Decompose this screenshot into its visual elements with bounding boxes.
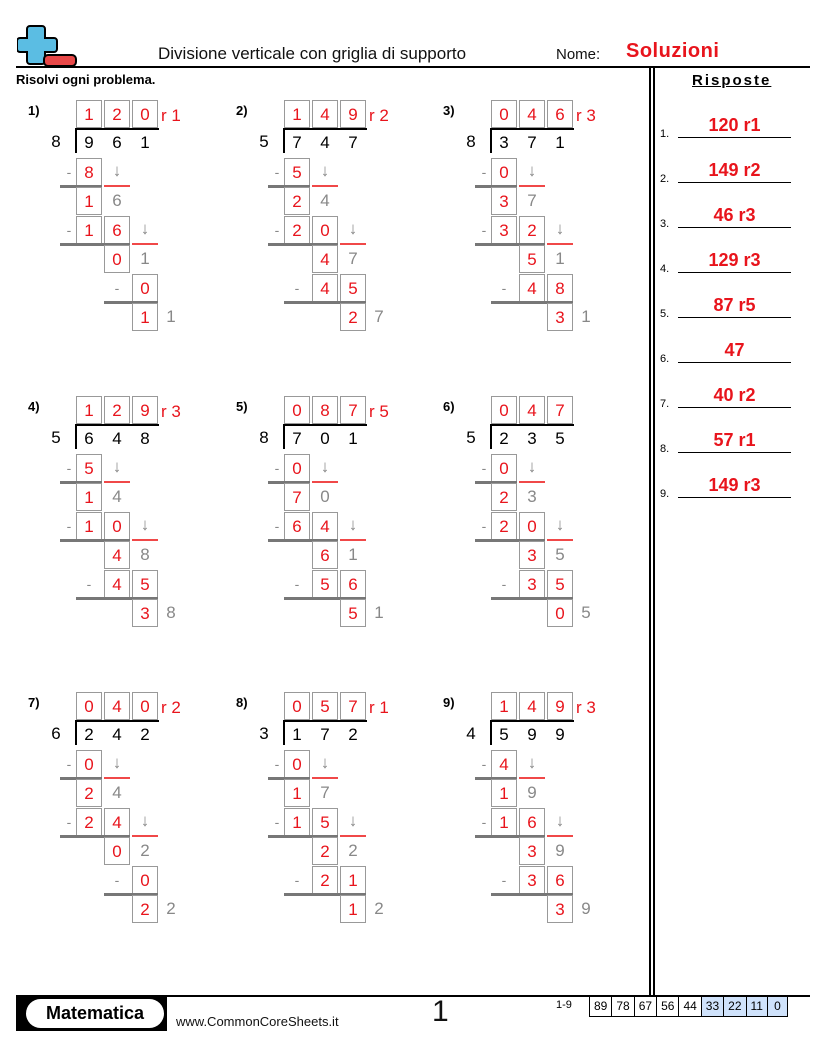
quotient-box[interactable]: 1	[76, 396, 102, 424]
division-problem	[228, 100, 428, 340]
brought-down-digit: 0	[320, 487, 330, 506]
difference-box[interactable]: 3	[519, 837, 545, 865]
bring-down-arrow-icon: ↓	[112, 161, 122, 180]
dividend-digit: 0	[320, 429, 330, 448]
subtract-box[interactable]: 1	[76, 216, 102, 244]
minus-sign: -	[294, 872, 300, 888]
score-cell: 0	[768, 997, 788, 1016]
quotient-box[interactable]: 4	[519, 396, 545, 424]
brand-label: Matematica	[26, 999, 164, 1028]
dividend-digit: 2	[84, 725, 94, 744]
subtract-box[interactable]: 0	[491, 454, 517, 482]
reference-digit: 1	[581, 307, 591, 326]
subtract-box[interactable]: 4	[104, 570, 130, 598]
divisor: 8	[259, 428, 269, 447]
answers-title: Risposte	[692, 72, 772, 89]
remainder: r 3	[576, 698, 596, 717]
brought-down-digit: 1	[555, 249, 565, 268]
dividend-digit: 7	[320, 725, 330, 744]
problem-label: 8)	[236, 695, 248, 710]
brought-down-digit: 4	[112, 487, 122, 506]
dividend-digit: 9	[84, 133, 94, 152]
minus-sign: -	[501, 872, 507, 888]
problem-label: 9)	[443, 695, 455, 710]
subtract-box[interactable]: 0	[519, 512, 545, 540]
brought-down-digit: 8	[140, 545, 150, 564]
brought-down-digit: 1	[140, 249, 150, 268]
brought-down-digit: 7	[527, 191, 537, 210]
answer-value: 40 r2	[713, 385, 756, 405]
subtract-box[interactable]: 5	[547, 570, 573, 598]
bring-down-arrow-icon: ↓	[527, 457, 537, 476]
page-number: 1	[432, 995, 449, 1028]
score-cell: 89	[590, 997, 612, 1016]
brought-down-digit: 6	[112, 191, 122, 210]
answer-number: 6.	[660, 353, 670, 365]
subtract-box[interactable]: 2	[312, 866, 338, 894]
quotient-box[interactable]: 0	[76, 692, 102, 720]
minus-sign: -	[66, 518, 72, 534]
bring-down-arrow-icon: ↓	[140, 811, 150, 830]
answer-value: 57 r1	[713, 430, 756, 450]
answer-value: 149 r3	[708, 475, 761, 495]
bring-down-arrow-icon: ↓	[348, 219, 358, 238]
difference-box[interactable]: 5	[519, 245, 545, 273]
dividend-digit: 4	[320, 133, 330, 152]
name-value: Soluzioni	[626, 40, 720, 62]
answer-line	[678, 497, 791, 498]
brought-down-digit: 5	[555, 545, 565, 564]
score-table	[589, 996, 788, 1017]
answer-row	[660, 290, 800, 320]
dividend-digit: 3	[527, 429, 537, 448]
bring-down-arrow-icon: ↓	[140, 219, 150, 238]
difference-box[interactable]: 2	[76, 779, 102, 807]
quotient-box[interactable]: 6	[547, 100, 573, 128]
score-cell: 67	[635, 997, 657, 1016]
quotient-box[interactable]: 4	[104, 692, 130, 720]
minus-sign: -	[274, 756, 280, 772]
dividend-digit: 8	[140, 429, 150, 448]
minus-sign: -	[481, 460, 487, 476]
subtract-box[interactable]: 6	[519, 808, 545, 836]
minus-sign: -	[66, 814, 72, 830]
score-cell: 22	[724, 997, 746, 1016]
difference-box[interactable]: 3	[491, 187, 517, 215]
subtract-box[interactable]: 2	[519, 216, 545, 244]
subtract-box[interactable]: 2	[76, 808, 102, 836]
remainder: r 2	[161, 698, 181, 717]
quotient-box[interactable]: 4	[519, 100, 545, 128]
subtract-box[interactable]: 5	[132, 570, 158, 598]
site-url: www.CommonCoreSheets.it	[176, 1014, 339, 1029]
problem-label: 7)	[28, 695, 40, 710]
subtract-box[interactable]: 0	[76, 750, 102, 778]
minus-sign: -	[114, 280, 120, 296]
quotient-box[interactable]: 9	[547, 692, 573, 720]
minus-sign: -	[481, 164, 487, 180]
subtract-box[interactable]: 4	[104, 808, 130, 836]
dividend-digit: 1	[348, 429, 358, 448]
answer-value: 87 r5	[713, 295, 756, 315]
division-problem	[228, 692, 428, 932]
subtract-box[interactable]: 0	[284, 750, 310, 778]
answer-value: 46 r3	[713, 205, 756, 225]
difference-box[interactable]: 0	[104, 837, 130, 865]
answer-row	[660, 200, 800, 230]
difference-box[interactable]: 2	[284, 187, 310, 215]
answer-number: 9.	[660, 488, 670, 500]
bring-down-arrow-icon: ↓	[112, 753, 122, 772]
dividend-digit: 3	[499, 133, 509, 152]
minus-sign: -	[66, 164, 72, 180]
subtract-box[interactable]: 5	[340, 274, 366, 302]
subtract-box[interactable]: 6	[284, 512, 310, 540]
dividend-digit: 1	[140, 133, 150, 152]
brought-down-digit: 7	[348, 249, 358, 268]
difference-box[interactable]: 3	[519, 541, 545, 569]
subtract-box[interactable]: 0	[312, 216, 338, 244]
difference-box[interactable]: 2	[312, 837, 338, 865]
worksheet-title: Divisione verticale con griglia di supporto	[158, 44, 467, 63]
brought-down-digit: 2	[348, 841, 358, 860]
subtract-box[interactable]: 3	[519, 866, 545, 894]
problem-label: 1)	[28, 103, 40, 118]
problem-label: 3)	[443, 103, 455, 118]
answer-number: 7.	[660, 398, 670, 410]
problem-label: 2)	[236, 103, 248, 118]
dividend-digit: 7	[292, 429, 302, 448]
minus-sign: -	[66, 222, 72, 238]
dividend-digit: 6	[84, 429, 94, 448]
minus-sign: -	[274, 222, 280, 238]
quotient-box[interactable]: 4	[519, 692, 545, 720]
remainder-box[interactable]: 3	[547, 303, 573, 331]
reference-digit: 9	[581, 899, 591, 918]
bring-down-arrow-icon: ↓	[527, 161, 537, 180]
quotient-box[interactable]: 0	[284, 396, 310, 424]
difference-box[interactable]: 1	[284, 779, 310, 807]
problem-label: 5)	[236, 399, 248, 414]
difference-box[interactable]: 0	[104, 245, 130, 273]
quotient-box[interactable]: 8	[312, 396, 338, 424]
bring-down-arrow-icon: ↓	[348, 811, 358, 830]
subtract-box[interactable]: 4	[519, 274, 545, 302]
subtract-box[interactable]: 8	[547, 274, 573, 302]
subtract-box[interactable]: 6	[340, 570, 366, 598]
minus-sign: -	[501, 280, 507, 296]
subtract-box[interactable]: 5	[312, 570, 338, 598]
quotient-box[interactable]: 5	[312, 692, 338, 720]
score-cell: 56	[657, 997, 679, 1016]
subtract-box[interactable]: 4	[312, 512, 338, 540]
answer-line	[678, 452, 791, 453]
subtract-box[interactable]: 2	[491, 512, 517, 540]
dividend-digit: 7	[527, 133, 537, 152]
subtract-box[interactable]: 6	[547, 866, 573, 894]
minus-sign: -	[274, 814, 280, 830]
difference-box[interactable]: 4	[312, 245, 338, 273]
subtract-box[interactable]: 1	[76, 512, 102, 540]
bring-down-arrow-icon: ↓	[527, 753, 537, 772]
difference-box[interactable]: 1	[491, 779, 517, 807]
quotient-box[interactable]: 1	[491, 692, 517, 720]
answer-line	[678, 317, 791, 318]
reference-digit: 5	[581, 603, 591, 622]
score-cell: 44	[679, 997, 701, 1016]
problem-label: 6)	[443, 399, 455, 414]
bring-down-arrow-icon: ↓	[348, 515, 358, 534]
subtract-box[interactable]: 1	[284, 808, 310, 836]
answer-line	[678, 272, 791, 273]
division-problem	[20, 100, 220, 340]
minus-sign: -	[274, 518, 280, 534]
minus-sign: -	[481, 756, 487, 772]
subtract-box[interactable]: 5	[284, 158, 310, 186]
subtract-box[interactable]: 4	[312, 274, 338, 302]
divisor: 5	[259, 132, 269, 151]
score-cell: 11	[747, 997, 768, 1016]
instructions: Risolvi ogni problema.	[16, 72, 156, 87]
remainder-box[interactable]: 1	[132, 303, 158, 331]
brought-down-digit: 9	[527, 783, 537, 802]
plus-minus-logo-icon	[17, 24, 79, 68]
name-label: Nome:	[556, 46, 601, 63]
answer-number: 3.	[660, 218, 670, 230]
division-problem	[20, 692, 220, 932]
divisor: 8	[466, 132, 476, 151]
remainder: r 3	[576, 106, 596, 125]
bring-down-arrow-icon: ↓	[140, 515, 150, 534]
minus-sign: -	[294, 280, 300, 296]
bring-down-arrow-icon: ↓	[555, 219, 565, 238]
dividend-digit: 7	[348, 133, 358, 152]
answer-row	[660, 110, 800, 140]
difference-box[interactable]: 1	[76, 187, 102, 215]
division-problem	[435, 396, 635, 636]
dividend-digit: 7	[292, 133, 302, 152]
answer-line	[678, 182, 791, 183]
score-cell: 33	[702, 997, 724, 1016]
brought-down-digit: 1	[348, 545, 358, 564]
dividend-digit: 6	[112, 133, 122, 152]
answer-row	[660, 380, 800, 410]
minus-sign: -	[86, 576, 92, 592]
divisor: 6	[51, 724, 61, 743]
brought-down-digit: 4	[112, 783, 122, 802]
reference-digit: 7	[374, 307, 384, 326]
subtract-box[interactable]: 3	[519, 570, 545, 598]
quotient-box[interactable]: 7	[547, 396, 573, 424]
remainder-box[interactable]: 0	[547, 599, 573, 627]
reference-digit: 8	[166, 603, 176, 622]
remainder-box[interactable]: 2	[340, 303, 366, 331]
brought-down-digit: 3	[527, 487, 537, 506]
remainder-box[interactable]: 2	[132, 895, 158, 923]
problem-label: 4)	[28, 399, 40, 414]
quotient-box[interactable]: 4	[312, 100, 338, 128]
brought-down-digit: 2	[140, 841, 150, 860]
dividend-digit: 2	[499, 429, 509, 448]
remainder: r 5	[369, 402, 389, 421]
answer-value: 129 r3	[708, 250, 761, 270]
quotient-box[interactable]: 0	[132, 100, 158, 128]
bring-down-arrow-icon: ↓	[555, 515, 565, 534]
remainder-box[interactable]: 3	[547, 895, 573, 923]
reference-digit: 2	[374, 899, 384, 918]
dividend-digit: 4	[112, 429, 122, 448]
dividend-digit: 9	[527, 725, 537, 744]
subtract-box[interactable]: 0	[284, 454, 310, 482]
quotient-box[interactable]: 7	[340, 692, 366, 720]
answer-row	[660, 335, 800, 365]
dividend-digit: 1	[292, 725, 302, 744]
dividend-digit: 1	[555, 133, 565, 152]
quotient-box[interactable]: 2	[104, 396, 130, 424]
division-problem	[435, 692, 635, 932]
dividend-digit: 4	[112, 725, 122, 744]
dividend-digit: 2	[348, 725, 358, 744]
difference-box[interactable]: 4	[104, 541, 130, 569]
answer-row	[660, 425, 800, 455]
answer-row	[660, 470, 800, 500]
quotient-box[interactable]: 0	[132, 692, 158, 720]
bring-down-arrow-icon: ↓	[112, 457, 122, 476]
minus-sign: -	[66, 460, 72, 476]
answer-number: 4.	[660, 263, 670, 275]
header-divider	[16, 66, 810, 68]
remainder: r 2	[369, 106, 389, 125]
answer-row	[660, 245, 800, 275]
quotient-box[interactable]: 0	[284, 692, 310, 720]
brought-down-digit: 7	[320, 783, 330, 802]
answer-line	[678, 362, 791, 363]
quotient-box[interactable]: 0	[491, 100, 517, 128]
subtract-box[interactable]: 5	[312, 808, 338, 836]
subtract-box[interactable]: 1	[340, 866, 366, 894]
dividend-digit: 5	[555, 429, 565, 448]
quotient-box[interactable]: 9	[340, 100, 366, 128]
remainder-box[interactable]: 1	[340, 895, 366, 923]
subtract-box[interactable]: 2	[284, 216, 310, 244]
bring-down-arrow-icon: ↓	[320, 457, 330, 476]
minus-sign: -	[274, 164, 280, 180]
bring-down-arrow-icon: ↓	[320, 753, 330, 772]
reference-digit: 1	[166, 307, 176, 326]
subtract-box[interactable]: 0	[104, 512, 130, 540]
subtract-box[interactable]: 8	[76, 158, 102, 186]
subtract-box[interactable]: 1	[491, 808, 517, 836]
division-problem	[20, 396, 220, 636]
subtract-box[interactable]: 5	[76, 454, 102, 482]
answer-column-divider	[653, 67, 655, 997]
minus-sign: -	[481, 814, 487, 830]
answer-row	[660, 155, 800, 185]
dividend-digit: 9	[555, 725, 565, 744]
answer-line	[678, 137, 791, 138]
subtract-box[interactable]: 0	[132, 866, 158, 894]
difference-box[interactable]: 1	[76, 483, 102, 511]
reference-digit: 1	[374, 603, 384, 622]
remainder: r 1	[369, 698, 389, 717]
division-problem	[228, 396, 428, 636]
remainder: r 1	[161, 106, 181, 125]
dividend-digit: 5	[499, 725, 509, 744]
quotient-box[interactable]: 0	[491, 396, 517, 424]
bring-down-arrow-icon: ↓	[555, 811, 565, 830]
division-problem	[435, 100, 635, 340]
score-range: 1-9	[556, 999, 572, 1011]
divisor: 8	[51, 132, 61, 151]
answer-value: 47	[724, 340, 745, 360]
subtract-box[interactable]: 4	[491, 750, 517, 778]
score-cell: 78	[612, 997, 634, 1016]
minus-sign: -	[66, 756, 72, 772]
answer-line	[678, 407, 791, 408]
dividend-digit: 2	[140, 725, 150, 744]
minus-sign: -	[481, 222, 487, 238]
remainder-box[interactable]: 3	[132, 599, 158, 627]
answer-number: 8.	[660, 443, 670, 455]
minus-sign: -	[481, 518, 487, 534]
brought-down-digit: 9	[555, 841, 565, 860]
reference-digit: 2	[166, 899, 176, 918]
answer-value: 120 r1	[708, 115, 761, 135]
answer-line	[678, 227, 791, 228]
quotient-box[interactable]: 9	[132, 396, 158, 424]
quotient-box[interactable]: 1	[284, 100, 310, 128]
remainder: r 3	[161, 402, 181, 421]
divisor: 4	[466, 724, 476, 743]
minus-sign: -	[501, 576, 507, 592]
minus-sign: -	[114, 872, 120, 888]
difference-box[interactable]: 7	[284, 483, 310, 511]
answer-value: 149 r2	[708, 160, 761, 180]
bring-down-arrow-icon: ↓	[320, 161, 330, 180]
divisor: 5	[51, 428, 61, 447]
minus-sign: -	[274, 460, 280, 476]
answer-number: 2.	[660, 173, 670, 185]
subtract-box[interactable]: 0	[491, 158, 517, 186]
difference-box[interactable]: 6	[312, 541, 338, 569]
quotient-box[interactable]: 2	[104, 100, 130, 128]
minus-sign: -	[294, 576, 300, 592]
answer-number: 1.	[660, 128, 670, 140]
quotient-box[interactable]: 1	[76, 100, 102, 128]
answer-column-divider	[649, 67, 651, 997]
difference-box[interactable]: 2	[491, 483, 517, 511]
divisor: 3	[259, 724, 269, 743]
brought-down-digit: 4	[320, 191, 330, 210]
quotient-box[interactable]: 7	[340, 396, 366, 424]
subtract-box[interactable]: 3	[491, 216, 517, 244]
divisor: 5	[466, 428, 476, 447]
remainder-box[interactable]: 5	[340, 599, 366, 627]
answer-number: 5.	[660, 308, 670, 320]
subtract-box[interactable]: 0	[132, 274, 158, 302]
subtract-box[interactable]: 6	[104, 216, 130, 244]
